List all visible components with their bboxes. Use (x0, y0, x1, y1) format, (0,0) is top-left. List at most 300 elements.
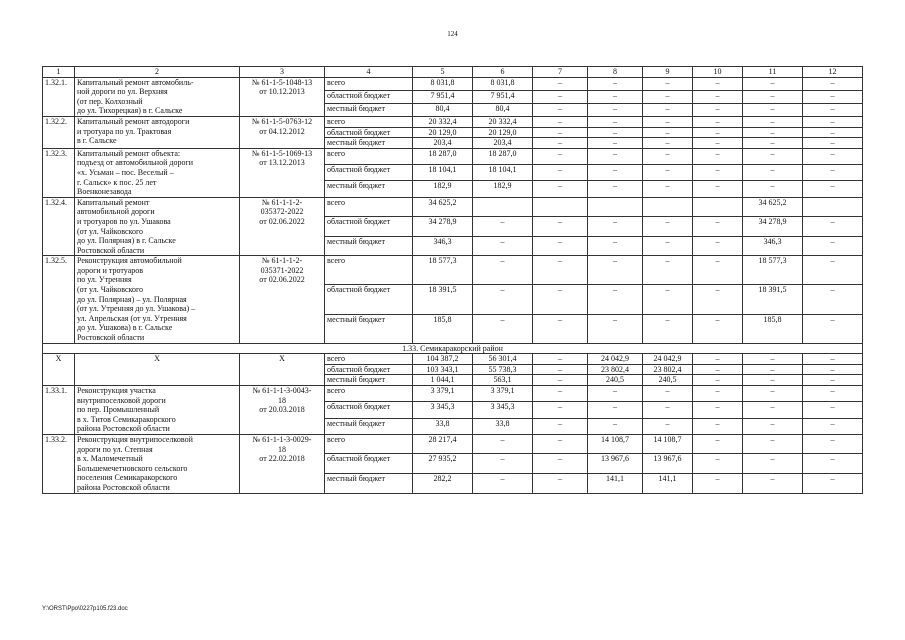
amount-cell: 182,9 (413, 181, 473, 197)
text-line: Ростовской области (77, 245, 145, 255)
amount-cell: – (803, 434, 863, 454)
amount-cell: – (693, 90, 743, 103)
amount-cell: 203,4 (473, 138, 533, 149)
amount-cell: – (743, 103, 803, 116)
amount-cell: – (803, 375, 863, 386)
amount-cell: – (743, 127, 803, 138)
amount-cell: – (743, 90, 803, 103)
amount-cell: 23 802,4 (588, 364, 643, 375)
amount-cell (473, 197, 533, 217)
amount-cell: – (643, 116, 693, 127)
amount-cell: – (473, 454, 533, 474)
amount-cell: – (643, 90, 693, 103)
funding-source: местный бюджет (325, 138, 413, 149)
amount-cell: – (693, 116, 743, 127)
amount-cell: – (803, 314, 863, 343)
column-header: 7 (533, 67, 588, 78)
amount-cell: 33,8 (473, 418, 533, 434)
item-number: 1.32.5. (43, 256, 75, 343)
amount-cell: – (588, 77, 643, 90)
amount-cell: 346,3 (743, 236, 803, 256)
text-line: от 02.06.2022 (259, 216, 305, 226)
amount-cell: – (693, 454, 743, 474)
amount-cell: – (743, 354, 803, 365)
text-line: от 04.12.2012 (259, 126, 305, 136)
amount-cell: – (473, 434, 533, 454)
amount-cell: – (533, 354, 588, 365)
item-number: 1.32.2. (43, 116, 75, 148)
amount-cell: 18 287,0 (473, 148, 533, 164)
text-line: Реконструкция автомобильной (77, 256, 182, 266)
text-line: по ул. Утренняя (77, 275, 132, 285)
amount-cell: 20 332,4 (473, 116, 533, 127)
amount-cell: – (533, 375, 588, 386)
text-line: ной дороги по ул. Верхняя (77, 87, 168, 97)
amount-cell: – (588, 103, 643, 116)
text-line: (от ул. Чайковского (77, 226, 144, 236)
amount-cell: – (588, 386, 643, 402)
amount-cell: – (588, 165, 643, 181)
text-line: Военконезавода (77, 187, 132, 197)
amount-cell: – (643, 236, 693, 256)
amount-cell: – (743, 386, 803, 402)
amount-cell: – (693, 217, 743, 237)
amount-cell: – (643, 127, 693, 138)
amount-cell: – (693, 285, 743, 314)
amount-cell: 13 967,6 (643, 454, 693, 474)
text-line: «х. Усьман – пос. Веселый – (77, 167, 174, 177)
table-row (43, 77, 863, 90)
amount-cell: – (588, 138, 643, 149)
total-marker: Х (43, 354, 75, 386)
amount-cell: – (803, 90, 863, 103)
amount-cell: – (803, 354, 863, 365)
amount-cell: 18 104,1 (473, 165, 533, 181)
amount-cell: 23 802,4 (643, 364, 693, 375)
text-line: и тротуаров по ул. Ушакова (77, 216, 171, 226)
amount-cell: 24 042,9 (643, 354, 693, 365)
item-number: 1.33.1. (43, 386, 75, 435)
text-line: подъезд от автомобильной дороги (77, 158, 193, 168)
amount-cell: – (588, 127, 643, 138)
funding-source: местный бюджет (325, 418, 413, 434)
text-line: (от пер. Колхозный (77, 96, 143, 106)
amount-cell: – (803, 454, 863, 474)
amount-cell: 3 345,3 (473, 402, 533, 418)
table-row (43, 197, 863, 217)
funding-source: областной бюджет (325, 165, 413, 181)
table-row (43, 116, 863, 127)
text-line: № 61-1-5-1048-13 (251, 77, 313, 87)
funding-source: всего (325, 77, 413, 90)
amount-cell: 3 345,3 (413, 402, 473, 418)
column-header: 4 (325, 67, 413, 78)
table-row (43, 148, 863, 164)
column-header: 3 (240, 67, 325, 78)
amount-cell: – (533, 181, 588, 197)
amount-cell: – (533, 127, 588, 138)
funding-source: всего (325, 197, 413, 217)
amount-cell: – (693, 418, 743, 434)
amount-cell: – (473, 236, 533, 256)
column-header: 12 (803, 67, 863, 78)
section-row (43, 343, 863, 354)
text-line: в х. Титов Семикаракорского (77, 414, 176, 424)
funding-source: всего (325, 116, 413, 127)
table-row (43, 386, 863, 402)
table-body (43, 67, 863, 494)
amount-cell: – (803, 402, 863, 418)
amount-cell: 282,2 (413, 474, 473, 494)
funding-source: всего (325, 148, 413, 164)
amount-cell: 18 577,3 (413, 256, 473, 285)
amount-cell: 20 332,4 (413, 116, 473, 127)
amount-cell: – (643, 285, 693, 314)
column-header: 1 (43, 67, 75, 78)
amount-cell: – (693, 364, 743, 375)
amount-cell: – (533, 474, 588, 494)
text-line: № 61-1-1-3-0029- (252, 434, 312, 444)
amount-cell: – (533, 256, 588, 285)
amount-cell: 185,8 (413, 314, 473, 343)
amount-cell: – (803, 165, 863, 181)
amount-cell: 34 625,2 (413, 197, 473, 217)
text-line: от 13.12.2013 (259, 158, 305, 168)
document-number (240, 386, 325, 435)
amount-cell: 18 391,5 (413, 285, 473, 314)
item-name (75, 386, 240, 435)
text-line: внутрипоселковой дороги (77, 395, 166, 405)
amount-cell (693, 197, 743, 217)
text-line: поселения Семикаракорского (77, 473, 178, 483)
amount-cell: – (643, 386, 693, 402)
amount-cell: – (643, 165, 693, 181)
item-name (75, 256, 240, 343)
amount-cell: – (643, 402, 693, 418)
text-line: (от ул. Утренняя до ул. Ушакова) – (77, 304, 196, 314)
amount-cell: – (533, 364, 588, 375)
text-line: (от ул. Чайковского (77, 285, 144, 295)
text-line: № 61-1-1-3-0043- (252, 386, 312, 395)
total-marker: Х (75, 354, 240, 386)
amount-cell: 203,4 (413, 138, 473, 149)
amount-cell: – (803, 103, 863, 116)
column-header: 2 (75, 67, 240, 78)
funding-source: местный бюджет (325, 375, 413, 386)
column-header: 10 (693, 67, 743, 78)
total-marker: Х (240, 354, 325, 386)
amount-cell: – (803, 236, 863, 256)
text-line: по пер. Промышленный (77, 405, 160, 415)
amount-cell: 7 951,4 (413, 90, 473, 103)
amount-cell: 240,5 (588, 375, 643, 386)
text-line: и тротуара по ул. Трактовая (77, 126, 172, 136)
amount-cell: – (803, 256, 863, 285)
amount-cell: – (588, 90, 643, 103)
amount-cell: – (473, 256, 533, 285)
text-line: 18 (278, 395, 286, 405)
amount-cell: 182,9 (473, 181, 533, 197)
amount-cell: – (693, 236, 743, 256)
amount-cell: – (803, 127, 863, 138)
amount-cell: – (803, 217, 863, 237)
amount-cell: – (693, 375, 743, 386)
amount-cell: – (588, 285, 643, 314)
amount-cell: – (803, 474, 863, 494)
amount-cell: – (533, 77, 588, 90)
amount-cell: – (533, 236, 588, 256)
amount-cell: 20 129,0 (473, 127, 533, 138)
item-name (75, 148, 240, 197)
amount-cell: 185,8 (743, 314, 803, 343)
amount-cell: – (533, 454, 588, 474)
table-row (43, 256, 863, 285)
amount-cell: – (693, 434, 743, 454)
text-line: дороги по ул. Степная (77, 444, 153, 454)
amount-cell: – (588, 181, 643, 197)
item-name (75, 77, 240, 116)
header-row (43, 67, 863, 78)
amount-cell: – (693, 474, 743, 494)
amount-cell: 20 129,0 (413, 127, 473, 138)
amount-cell: – (588, 116, 643, 127)
amount-cell: – (588, 148, 643, 164)
text-line: до ул. Тихорецкая) в г. Сальске (77, 106, 183, 116)
document-number (240, 77, 325, 116)
amount-cell: 80,4 (473, 103, 533, 116)
amount-cell: – (743, 474, 803, 494)
funding-source: всего (325, 354, 413, 365)
amount-cell: – (803, 138, 863, 149)
file-path-footer: Y:\ORST\Ppo\0227p105.f23.doc (42, 606, 128, 612)
amount-cell: – (643, 217, 693, 237)
text-line: в г. Сальске (77, 136, 117, 146)
text-line: Капитальный ремонт (77, 197, 150, 207)
funding-source: областной бюджет (325, 217, 413, 237)
text-line: до ул. Ушакова) в г. Сальске (77, 323, 173, 333)
document-number (240, 116, 325, 148)
text-line: от 20.03.2018 (259, 405, 305, 415)
amount-cell: – (743, 77, 803, 90)
amount-cell: – (693, 181, 743, 197)
amount-cell: – (803, 148, 863, 164)
amount-cell: 28 217,4 (413, 434, 473, 454)
amount-cell: – (693, 138, 743, 149)
text-line: Реконструкция внутрипоселковой (77, 434, 193, 444)
amount-cell: – (533, 386, 588, 402)
text-line: г. Сальск» к пос. 25 лет (77, 177, 157, 187)
amount-cell: – (803, 116, 863, 127)
amount-cell: – (803, 181, 863, 197)
amount-cell: – (643, 138, 693, 149)
text-line: дороги и тротуаров (77, 265, 144, 275)
funding-source: всего (325, 434, 413, 454)
amount-cell: 141,1 (588, 474, 643, 494)
text-line: № 61-1-5-1069-13 (251, 148, 313, 158)
amount-cell: – (743, 375, 803, 386)
amount-cell: 104 387,2 (413, 354, 473, 365)
funding-source: местный бюджет (325, 236, 413, 256)
amount-cell: 1 044,1 (413, 375, 473, 386)
text-line: от 02.06.2022 (259, 275, 305, 285)
amount-cell: 3 379,1 (473, 386, 533, 402)
amount-cell (803, 197, 863, 217)
amount-cell: – (693, 103, 743, 116)
amount-cell: – (533, 165, 588, 181)
amount-cell: – (693, 148, 743, 164)
amount-cell: 7 951,4 (473, 90, 533, 103)
amount-cell: – (693, 127, 743, 138)
text-line: в х. Маломечетный (77, 454, 143, 464)
amount-cell: 18 577,3 (743, 256, 803, 285)
amount-cell: 34 625,2 (743, 197, 803, 217)
document-number (240, 197, 325, 256)
amount-cell: – (473, 217, 533, 237)
item-name (75, 197, 240, 256)
amount-cell: 563,1 (473, 375, 533, 386)
amount-cell: – (693, 402, 743, 418)
funding-source: всего (325, 256, 413, 285)
funding-source: областной бюджет (325, 402, 413, 418)
funding-source: всего (325, 386, 413, 402)
text-line: Капитальный ремонт автодороги (77, 116, 190, 126)
amount-cell: – (533, 90, 588, 103)
amount-cell: – (693, 77, 743, 90)
amount-cell: – (693, 165, 743, 181)
amount-cell: – (588, 217, 643, 237)
amount-cell: – (643, 314, 693, 343)
total-row (43, 354, 863, 365)
amount-cell: 8 031,8 (413, 77, 473, 90)
funding-source: местный бюджет (325, 181, 413, 197)
amount-cell: 3 379,1 (413, 386, 473, 402)
amount-cell: – (533, 434, 588, 454)
amount-cell: – (743, 434, 803, 454)
text-line: от 10.12.2013 (259, 87, 305, 97)
amount-cell: 27 935,2 (413, 454, 473, 474)
amount-cell: – (588, 314, 643, 343)
text-line: Ростовской области (77, 333, 145, 343)
funding-source: местный бюджет (325, 474, 413, 494)
text-line: 035372-2022 (260, 207, 304, 217)
item-name (75, 434, 240, 493)
amount-cell: – (533, 285, 588, 314)
amount-cell: 56 301,4 (473, 354, 533, 365)
amount-cell: – (588, 402, 643, 418)
amount-cell: 14 108,7 (643, 434, 693, 454)
item-number: 1.32.3. (43, 148, 75, 197)
amount-cell: – (743, 454, 803, 474)
column-header: 6 (473, 67, 533, 78)
item-number: 1.32.4. (43, 197, 75, 256)
amount-cell: – (803, 285, 863, 314)
amount-cell: 103 343,1 (413, 364, 473, 375)
amount-cell: – (588, 256, 643, 285)
text-line: до ул. Полярная) – ул. Полярная (77, 294, 187, 304)
amount-cell: – (803, 386, 863, 402)
amount-cell (643, 197, 693, 217)
amount-cell: 8 031,8 (473, 77, 533, 90)
amount-cell: 14 108,7 (588, 434, 643, 454)
funding-source: областной бюджет (325, 454, 413, 474)
amount-cell: 18 391,5 (743, 285, 803, 314)
text-line: Реконструкция участка (77, 386, 156, 395)
amount-cell: – (533, 148, 588, 164)
funding-source: областной бюджет (325, 127, 413, 138)
amount-cell: – (533, 116, 588, 127)
funding-source: местный бюджет (325, 314, 413, 343)
amount-cell: 34 278,9 (743, 217, 803, 237)
text-line: Большемечетновского сельского (77, 463, 188, 473)
column-header: 5 (413, 67, 473, 78)
text-line: до ул. Полярная) в г. Сальске (77, 236, 176, 246)
page-number: 124 (447, 30, 458, 38)
funding-source: областной бюджет (325, 90, 413, 103)
text-line: № 61-1-1-2- (261, 197, 303, 207)
item-number: 1.33.2. (43, 434, 75, 493)
text-line: № 61-1-1-2- (261, 256, 303, 266)
amount-cell: – (533, 138, 588, 149)
amount-cell: – (693, 314, 743, 343)
amount-cell: 18 287,0 (413, 148, 473, 164)
amount-cell: – (743, 116, 803, 127)
amount-cell: – (693, 256, 743, 285)
column-header: 8 (588, 67, 643, 78)
text-line: № 61-1-5-0763-12 (251, 116, 313, 126)
amount-cell: 24 042,9 (588, 354, 643, 365)
column-header: 9 (643, 67, 693, 78)
section-title: 1.33. Семикаракорский район (43, 343, 863, 354)
amount-cell: 80,4 (413, 103, 473, 116)
amount-cell: – (743, 148, 803, 164)
amount-cell: – (533, 314, 588, 343)
amount-cell: – (743, 181, 803, 197)
amount-cell: – (643, 256, 693, 285)
table-row (43, 434, 863, 454)
text-line: автомобильной дороги (77, 207, 155, 217)
amount-cell: – (473, 314, 533, 343)
amount-cell: 33,8 (413, 418, 473, 434)
amount-cell: – (693, 354, 743, 365)
amount-cell: – (803, 364, 863, 375)
text-line: Капитальный ремонт объекта: (77, 148, 181, 158)
text-line: ул. Апрельская (от ул. Утренняя (77, 313, 187, 323)
document-number (240, 256, 325, 343)
amount-cell: – (743, 138, 803, 149)
amount-cell (588, 197, 643, 217)
text-line: Капитальный ремонт автомобиль- (77, 77, 194, 87)
amount-cell: – (643, 77, 693, 90)
amount-cell: – (743, 418, 803, 434)
document-number (240, 434, 325, 493)
amount-cell: – (743, 402, 803, 418)
item-number: 1.32.1. (43, 77, 75, 116)
amount-cell: – (743, 364, 803, 375)
text-line: от 22.02.2018 (259, 454, 305, 464)
amount-cell: – (643, 148, 693, 164)
amount-cell: 141,1 (643, 474, 693, 494)
amount-cell: – (473, 474, 533, 494)
amount-cell: – (533, 418, 588, 434)
amount-cell: – (588, 418, 643, 434)
amount-cell (533, 197, 588, 217)
text-line: района Ростовской области (77, 424, 170, 434)
amount-cell: – (643, 181, 693, 197)
amount-cell: – (643, 103, 693, 116)
document-number (240, 148, 325, 197)
amount-cell: – (588, 236, 643, 256)
item-name (75, 116, 240, 148)
